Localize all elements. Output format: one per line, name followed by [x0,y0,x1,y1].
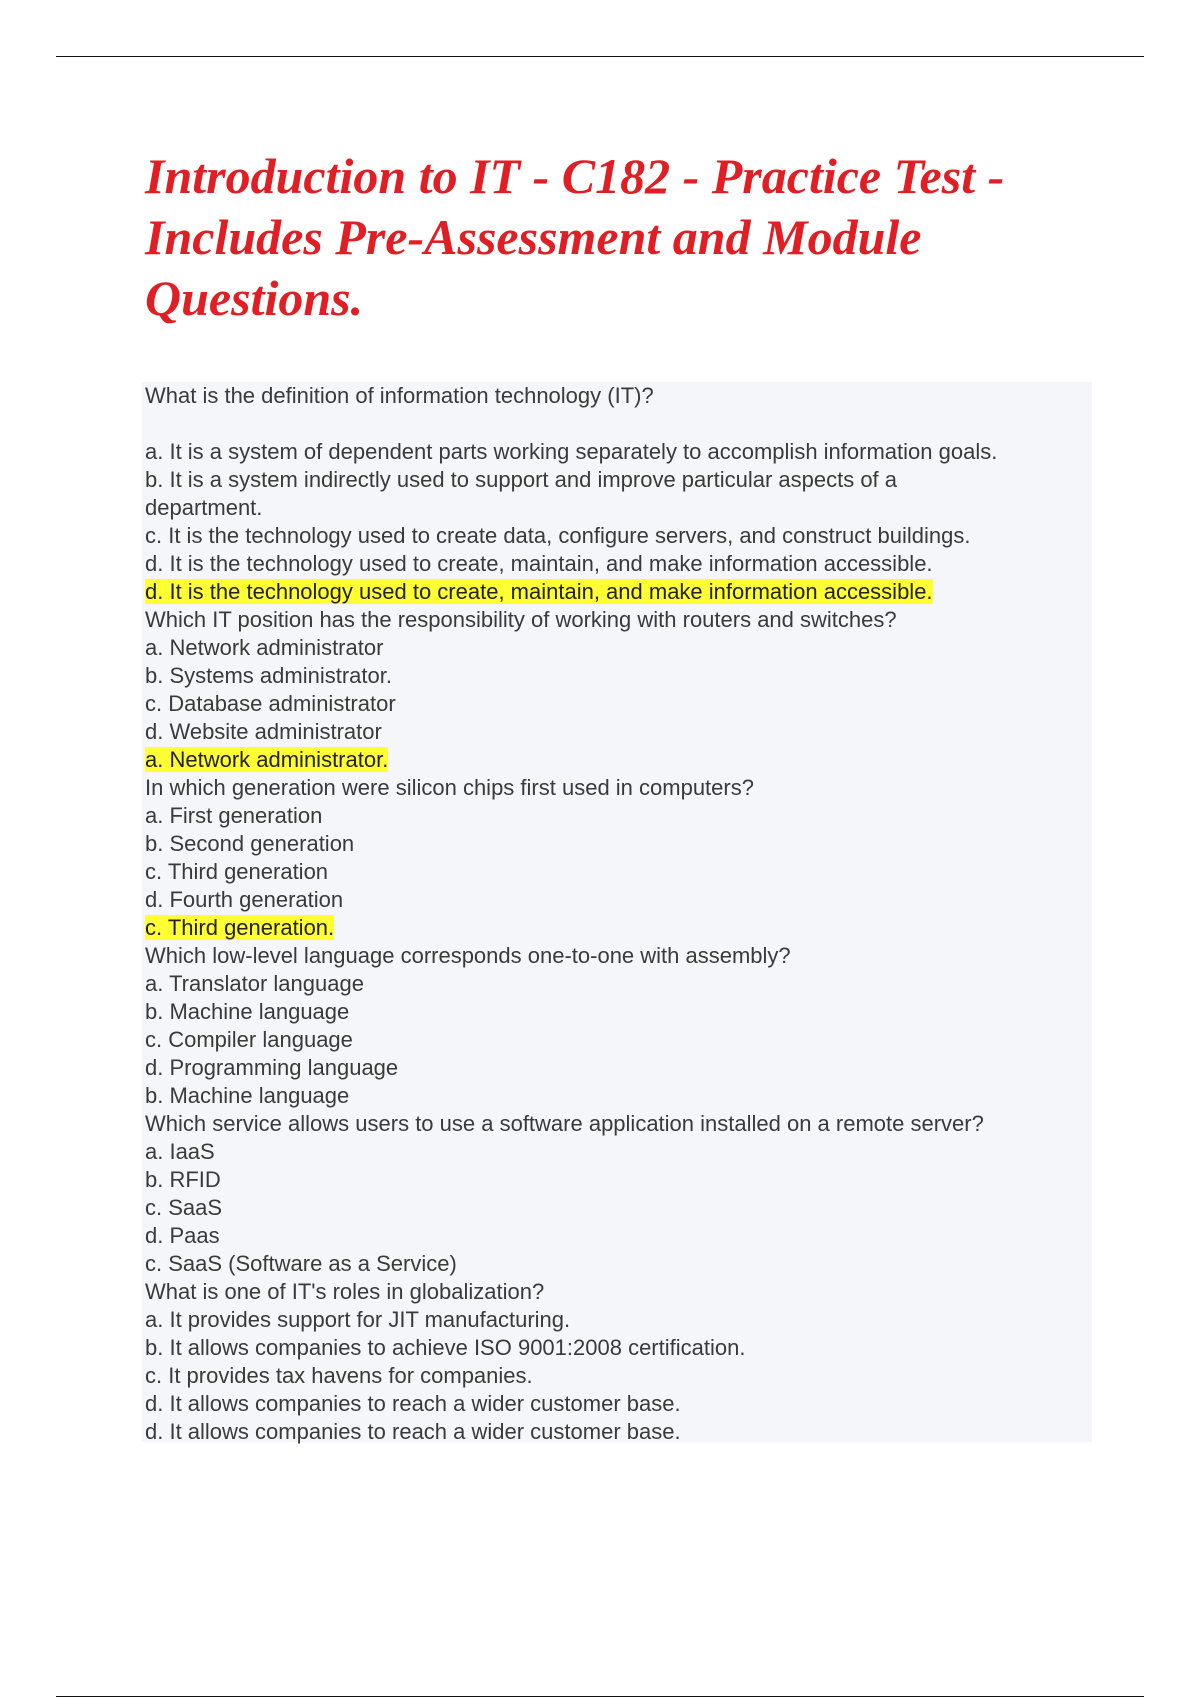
option-text: b. Machine language [145,999,350,1024]
option-text: a. Network administrator [145,635,384,660]
option-text: d. Website administrator [145,719,382,744]
option-text: d. Programming language [145,1055,399,1080]
option-text: d. Fourth generation [145,887,344,912]
option-text: a. First generation [145,803,323,828]
document-title: Introduction to IT - C182 - Practice Test - Includes Pre-Assessment and Module Questions. [145,148,1005,326]
option-text: a. It provides support for JIT manufacturing. [145,1307,571,1332]
answer-line [145,914,1090,942]
question-text: Which service allows users to use a software application installed on a remote server? [145,1111,984,1136]
option-text: c. Third generation [145,859,329,884]
option-text: a. Translator language [145,971,364,996]
answer-highlight: d. It is the technology used to create, maintain, and make information accessible. [145,579,933,604]
answer-line: d. It allows companies to reach a wider customer base. [145,1419,681,1444]
option-text: d. Paas [145,1223,220,1248]
option-text: c. Database administrator [145,691,396,716]
answer-highlight: a. Network administrator. [145,747,389,772]
question-text: Which IT position has the responsibility of working with routers and switches? [145,607,897,632]
footer-rule [56,1696,1144,1697]
option-text: a. IaaS [145,1139,215,1164]
option-text: b. It is a system indirectly used to support and improve particular aspects of a department. [145,467,898,520]
option-text: b. It allows companies to achieve ISO 9001:2008 certification. [145,1335,746,1360]
question-text: What is the definition of information technology (IT)? [145,383,654,408]
answer-line: b. Machine language [145,1083,350,1108]
option-text: c. SaaS [145,1195,223,1220]
option-text: a. It is a system of dependent parts working separately to accomplish information goals. [145,439,998,464]
option-text: d. It allows companies to reach a wider customer base. [145,1391,681,1416]
qa-list [145,382,1090,1446]
option-text: c. Compiler language [145,1027,353,1052]
question-text: Which low-level language corresponds one-to-one with assembly? [145,943,791,968]
answer-line: c. SaaS (Software as a Service) [145,1251,457,1276]
question-text: In which generation were silicon chips first used in computers? [145,775,754,800]
question-text: What is one of IT's roles in globalization? [145,1279,545,1304]
option-text: b. Second generation [145,831,355,856]
option-text: c. It provides tax havens for companies. [145,1363,533,1388]
option-text: c. It is the technology used to create data, configure servers, and construct buildings. [145,523,971,548]
answer-line [145,746,1090,774]
option-text: b. RFID [145,1167,221,1192]
option-text: d. It is the technology used to create, maintain, and make information accessible. [145,551,933,576]
answer-highlight: c. Third generation. [145,915,335,940]
option-text: b. Systems administrator. [145,663,392,688]
answer-line [145,578,1090,606]
header-rule [56,56,1144,57]
blank-line [145,410,1090,438]
